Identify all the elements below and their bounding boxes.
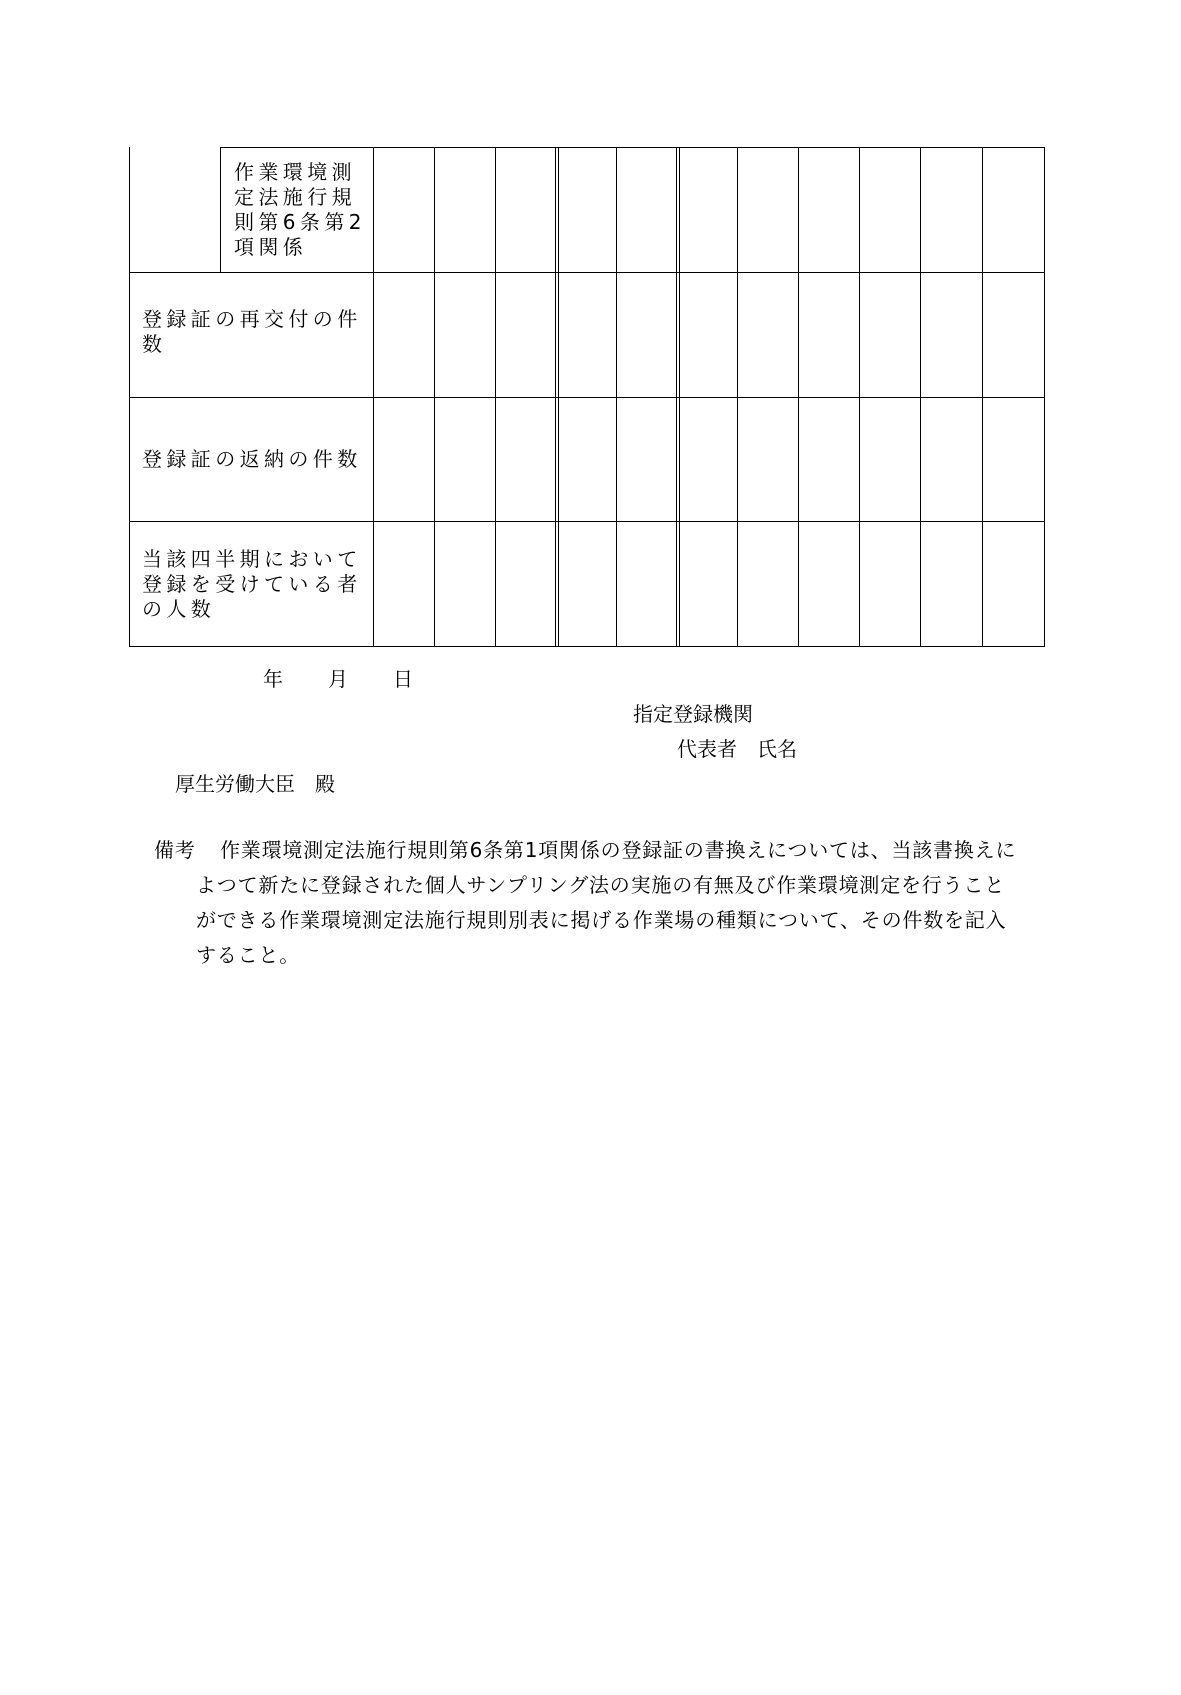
row-label-rule-6-2: 作業環境測 定法施行規 則第6条第2 項関係	[234, 160, 366, 259]
row-1-inner-divider	[220, 147, 221, 272]
addressee: 厚生労働大臣 殿	[175, 772, 335, 796]
remarks-line: すること。	[196, 943, 300, 967]
remarks-line: 作業環境測定法施行規則第6条第1項関係の登録証の書換えについては、当該書換えに	[220, 838, 1017, 862]
representative-name: 代表者 氏名	[677, 737, 797, 761]
organization-name: 指定登録機関	[633, 702, 753, 726]
report-table	[129, 147, 1045, 647]
row-label-registered-persons: 当該四半期において 登録を受けている者 の人数	[142, 547, 362, 621]
row-divider	[129, 397, 1045, 398]
row-label-reissue-count: 登録証の再交付の件 数	[142, 307, 362, 356]
remarks-line: ができる作業環境測定法施行規則別表に掲げる作業場の種類について、その件数を記入	[196, 908, 1007, 932]
remarks-label: 備考	[154, 838, 196, 862]
row-divider	[129, 521, 1045, 522]
date-month-label: 月	[328, 667, 348, 691]
table-top-line	[220, 147, 1045, 148]
row-divider	[129, 272, 1045, 273]
date-day-label: 日	[393, 667, 413, 691]
row-label-return-count: 登録証の返納の件数	[142, 447, 362, 471]
date-year-label: 年	[263, 667, 283, 691]
remarks-line: よつて新たに登録された個人サンプリング法の実施の有無及び作業環境測定を行うこと	[196, 873, 1005, 897]
table-bottom-border	[129, 646, 1045, 647]
